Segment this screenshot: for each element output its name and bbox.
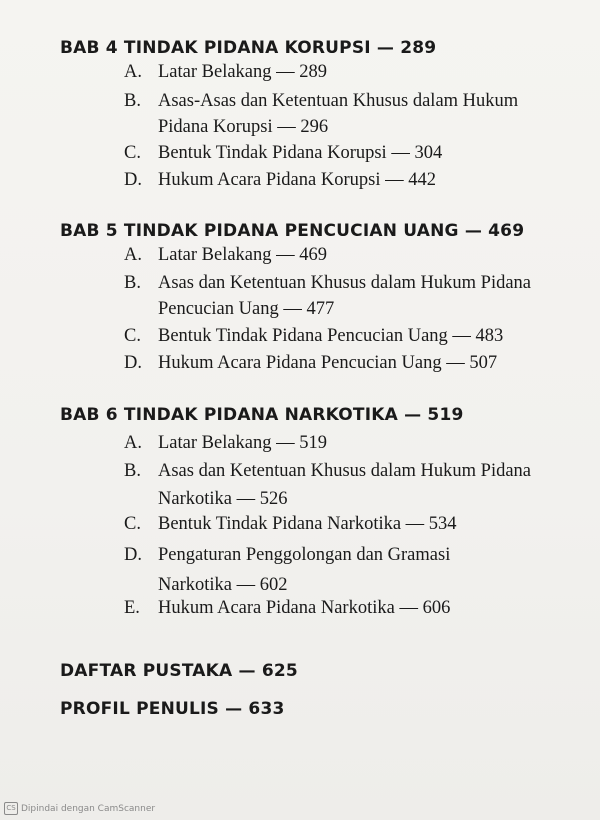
item-text: Bentuk Tindak Pidana Korupsi — 304	[158, 143, 443, 163]
item-text: Asas dan Ketentuan Khusus dalam Hukum Pidana	[158, 273, 532, 293]
item-letter: D.	[124, 545, 142, 565]
watermark-text: Dipindai dengan CamScanner	[21, 803, 156, 814]
item-text: Latar Belakang — 519	[158, 433, 328, 453]
item-letter: D.	[124, 170, 142, 190]
item-letter: D.	[124, 353, 142, 373]
item-text: Pengaturan Penggolongan dan Gramasi	[158, 545, 451, 565]
scanner-watermark	[4, 802, 155, 815]
item-letter: B.	[124, 91, 141, 111]
item-text: Asas dan Ketentuan Khusus dalam Hukum Pidana	[158, 461, 532, 481]
camscanner-icon: CS	[4, 802, 18, 815]
item-letter: E.	[124, 598, 140, 618]
item-text: Pencucian Uang — 477	[158, 299, 335, 319]
item-text: Latar Belakang — 469	[158, 245, 328, 265]
item-letter: C.	[124, 326, 141, 346]
item-text: Hukum Acara Pidana Korupsi — 442	[158, 170, 436, 190]
item-letter: B.	[124, 461, 141, 481]
chapter-4-heading: BAB 4 TINDAK PIDANA KORUPSI — 289	[60, 38, 437, 58]
item-letter: C.	[124, 514, 141, 534]
chapter-5-heading: BAB 5 TINDAK PIDANA PENCUCIAN UANG — 469	[60, 221, 525, 241]
item-text: Narkotika — 526	[158, 489, 288, 509]
item-text: Latar Belakang — 289	[158, 62, 328, 82]
item-letter: C.	[124, 143, 141, 163]
item-text: Bentuk Tindak Pidana Narkotika — 534	[158, 514, 457, 534]
item-text: Bentuk Tindak Pidana Pencucian Uang — 483	[158, 326, 504, 346]
item-letter: A.	[124, 62, 142, 82]
chapter-6-heading: BAB 6 TINDAK PIDANA NARKOTIKA — 519	[60, 405, 464, 425]
item-text: Pidana Korupsi — 296	[158, 117, 329, 137]
daftar-pustaka-heading: DAFTAR PUSTAKA — 625	[60, 661, 298, 681]
item-letter: A.	[124, 433, 142, 453]
item-letter: A.	[124, 245, 142, 265]
item-text: Hukum Acara Pidana Pencucian Uang — 507	[158, 353, 498, 373]
item-letter: B.	[124, 273, 141, 293]
item-text: Asas-Asas dan Ketentuan Khusus dalam Hukum	[158, 91, 519, 111]
item-text: Hukum Acara Pidana Narkotika — 606	[158, 598, 451, 618]
item-text: Narkotika — 602	[158, 575, 288, 595]
profil-penulis-heading: PROFIL PENULIS — 633	[60, 699, 285, 719]
